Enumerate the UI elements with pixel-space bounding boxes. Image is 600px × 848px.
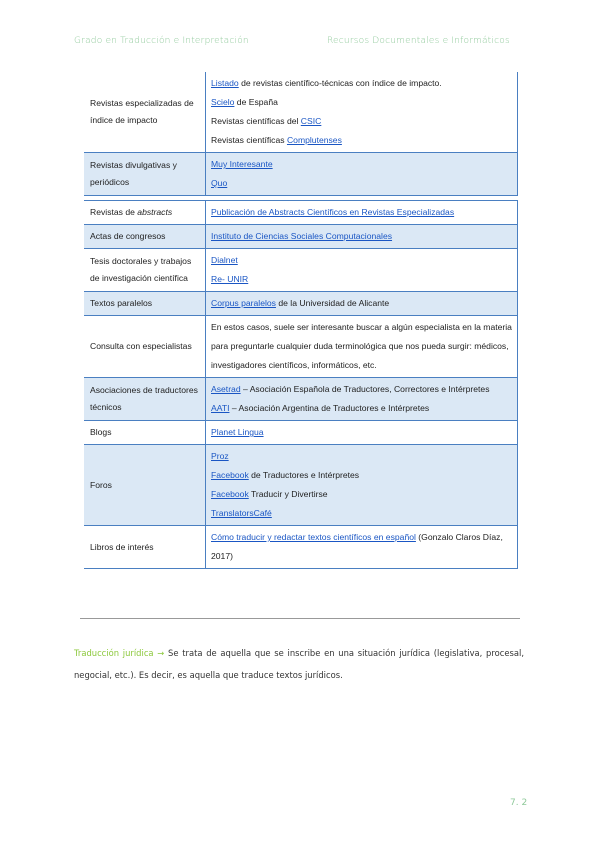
category-label: Blogs: [90, 427, 112, 437]
resources-cell: [206, 201, 518, 225]
resource-link[interactable]: TranslatorsCafé: [211, 508, 272, 518]
resource-link[interactable]: Muy Interesante: [211, 159, 273, 169]
resources-cell: [206, 249, 518, 292]
resource-entry: [211, 251, 512, 270]
resources-table-2: [84, 200, 518, 569]
category-label: Revistas de: [90, 207, 138, 217]
resource-link[interactable]: Quo: [211, 178, 228, 188]
legal-term: Traducción jurídica: [74, 648, 154, 658]
table-row: [84, 249, 518, 292]
category-label: Actas de congresos: [90, 231, 166, 241]
resource-entry: [211, 399, 512, 418]
resource-link[interactable]: CSIC: [300, 116, 322, 126]
header-left-title: Grado en Traducción e Interpretación: [74, 36, 249, 46]
resource-link[interactable]: Facebook: [211, 489, 249, 499]
header-right-title: Recursos Documentales e Informáticos: [327, 36, 510, 46]
category-cell: [84, 292, 206, 316]
category-emphasis: abstracts: [137, 207, 173, 217]
resource-entry: [211, 74, 512, 93]
resource-link[interactable]: Planet Lingua: [211, 427, 264, 437]
category-cell: [84, 72, 206, 153]
table-row: [84, 378, 518, 421]
resource-entry: [211, 423, 512, 442]
legal-definition: Se trata de aquella que se inscribe en una situación jurídica (legislativa, procesal, negocial, etc.). Es decir, es aquella que traduce textos jurídicos.: [74, 648, 524, 680]
resource-link[interactable]: Instituto de Ciencias Sociales Computacionales: [211, 231, 393, 241]
resources-cell: [206, 445, 518, 526]
resource-entry: [211, 270, 512, 289]
resource-text: (Gonzalo Claros Díaz, 2017): [211, 532, 503, 561]
resource-link[interactable]: Scielo: [211, 97, 235, 107]
category-label: Tesis doctorales y trabajos de investigación científica: [90, 256, 192, 283]
table-row: [84, 201, 518, 225]
resource-entry: [211, 485, 512, 504]
resource-entry: [211, 174, 512, 193]
category-cell: [84, 316, 206, 378]
page-number: 7. 2: [510, 798, 528, 808]
resources-table-1: [84, 72, 518, 196]
category-label: Asociaciones de traductores técnicos: [90, 385, 198, 412]
category-label: Libros de interés: [90, 541, 154, 552]
resources-cell: [206, 378, 518, 421]
resource-text: – Asociación Española de Traductores, Correctores e Intérpretes: [240, 384, 490, 394]
resource-entry: [211, 227, 512, 246]
category-cell: [84, 153, 206, 196]
resources-cell: [206, 72, 518, 153]
resource-entry: [211, 112, 512, 131]
resource-link[interactable]: AATI: [211, 403, 230, 413]
section-divider: [80, 618, 520, 619]
resource-entry: [211, 380, 512, 399]
resource-entry: [211, 466, 512, 485]
resource-text: de Traductores e Intérpretes: [248, 470, 360, 480]
category-label: Foros: [90, 479, 112, 490]
resources-cell: [206, 421, 518, 445]
resource-link[interactable]: Complutenses: [286, 135, 342, 145]
resource-entry: [211, 93, 512, 112]
category-label: Revistas divulgativas y periódicos: [90, 160, 177, 187]
resource-entry: [211, 318, 512, 375]
category-cell: [84, 249, 206, 292]
resource-entry: [211, 504, 512, 523]
category-label: Textos paralelos: [90, 298, 153, 308]
category-label: Revistas especializadas de índice de impacto: [90, 98, 194, 125]
category-cell: [84, 526, 206, 569]
category-cell: [84, 421, 206, 445]
resource-link[interactable]: Facebook: [211, 470, 249, 480]
resource-text: de revistas científico-técnicas con índice de impacto.: [238, 78, 442, 88]
resource-entry: [211, 447, 512, 466]
category-cell: [84, 445, 206, 526]
resources-cell: [206, 153, 518, 196]
table-row: [84, 526, 518, 569]
table-row: [84, 292, 518, 316]
resource-text: de la Universidad de Alicante: [275, 298, 390, 308]
table-row: [84, 225, 518, 249]
resource-entry: [211, 528, 512, 566]
resources-cell: [206, 526, 518, 569]
resource-prefix: Revistas científicas: [211, 135, 287, 145]
resource-entry: [211, 131, 512, 150]
table-row: [84, 421, 518, 445]
category-cell: [84, 225, 206, 249]
category-cell: [84, 378, 206, 421]
resource-link[interactable]: Listado: [211, 78, 239, 88]
resources-cell: [206, 225, 518, 249]
resource-entry: [211, 203, 512, 222]
resources-cell: [206, 292, 518, 316]
resources-cell: [206, 316, 518, 378]
resource-link[interactable]: Re- UNIR: [211, 274, 249, 284]
resource-link[interactable]: Proz: [211, 451, 229, 461]
resource-link[interactable]: Corpus paralelos: [211, 298, 276, 308]
table-row: [84, 153, 518, 196]
resource-link[interactable]: Asetrad: [211, 384, 241, 394]
table-row: [84, 445, 518, 526]
table-row: [84, 72, 518, 153]
resource-link[interactable]: Cómo traducir y redactar textos científicos en español: [211, 532, 416, 542]
resource-text: Traducir y Divertirse: [248, 489, 328, 499]
legal-translation-note: [74, 642, 524, 686]
category-label: Consulta con especialistas: [90, 341, 192, 351]
table-row: [84, 316, 518, 378]
resource-prefix: Revistas científicas del: [211, 116, 301, 126]
resource-text: de España: [234, 97, 278, 107]
resource-link[interactable]: Dialnet: [211, 255, 238, 265]
resource-link[interactable]: Publicación de Abstracts Científicos en Revistas Especializadas: [211, 207, 455, 217]
resource-entry: [211, 294, 512, 313]
resource-entry: [211, 155, 512, 174]
resource-text: En estos casos, suele ser interesante buscar a algún especialista en la materia para preguntarle cualquier duda terminológica que nos pueda surgir: médicos, investigadores científicos, informáticos, etc.: [211, 322, 512, 370]
arrow-icon: →: [157, 648, 165, 658]
resource-text: – Asociación Argentina de Traductores e Intérpretes: [229, 403, 430, 413]
category-cell: [84, 201, 206, 225]
